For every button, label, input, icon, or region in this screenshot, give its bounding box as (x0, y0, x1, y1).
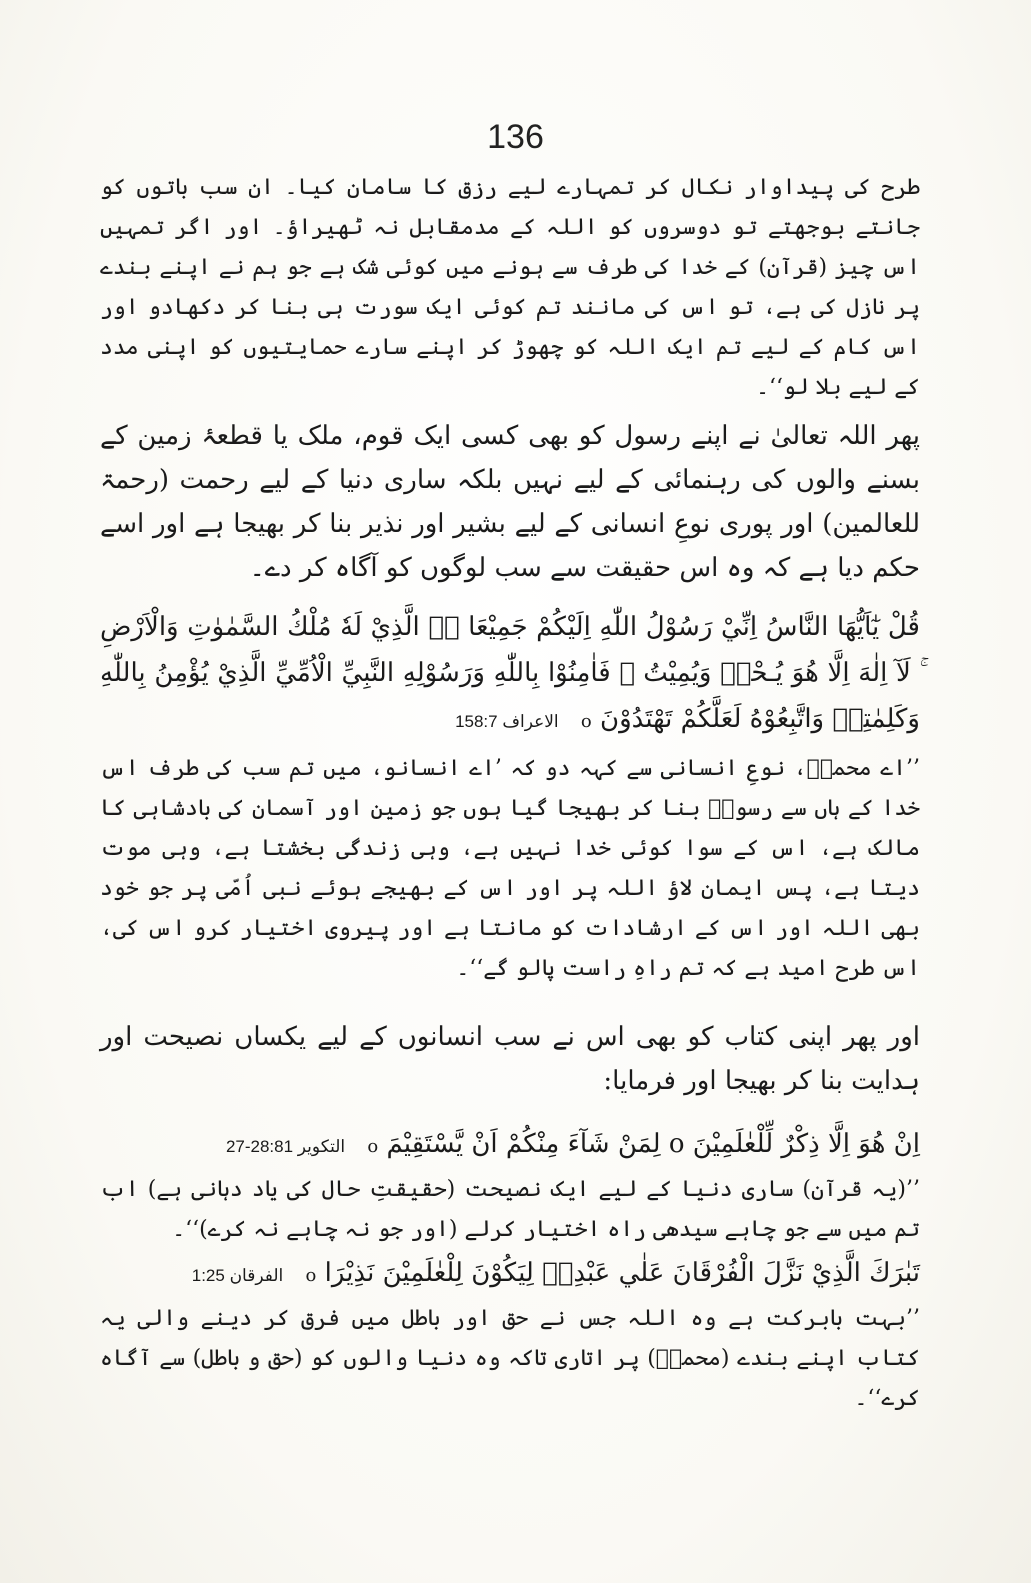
verse-number: 27-28:81 (225, 1137, 294, 1156)
verse-number: 1:25 (191, 1266, 225, 1285)
translation-al-furqan: ’’بہت بابرکت ہے وہ اللہ جس نے حق اور باطل میں فرق کر دینے والی یہ کتاب اپنے بندے (محمدؐ) پر اتاری تاکہ وہ دنیا والوں کو (حق و باطل) سے آگاہ کرے‘‘۔ (100, 1306, 920, 1411)
ayah-reference (192, 1253, 284, 1299)
ayah-text: تَبٰرَكَ الَّذِيْ نَزَّلَ الْفُرْقَانَ عَلٰي عَبْدِهٖ لِيَكُوْنَ لِلْعٰلَمِيْنَ نَذِيْرَا (324, 1258, 920, 1288)
ayah-end-mark: o (367, 1136, 379, 1157)
page-content (100, 168, 920, 1419)
ayah-reference (455, 699, 559, 745)
surah-name: التکویر (297, 1137, 346, 1156)
ayah-end-mark: o (580, 711, 592, 732)
translation-at-takwir: ’’(یہ قرآن) ساری دنیا کے لیے ایک نصیحت (حقیقتِ حال کی یاد دہانی ہے) اب تم میں سے جو چاہے سیدھی راہ اختیار کرلے (اور جو نہ چاہے نہ کرے)‘‘۔ (100, 1177, 920, 1242)
surah-name: الاعراف (502, 712, 559, 731)
paragraph-book-guidance: اور پھر اپنی کتاب کو بھی اس نے سب انسانوں کے لیے یکساں نصیحت اور ہدایت بنا کر بھیجا اور فرمایا: (100, 1022, 920, 1096)
ayah-text: قُلْ يٰٓاَيُّهَا النَّاسُ اِنِّيْ رَسُوْلُ اللّٰهِ اِلَيْكُمْ جَمِيْعَا ِۨ الَّذِيْ لَهٗ مُلْكُ السَّمٰوٰتِ وَالْاَرْضِ ۚ لَآ اِلٰهَ اِلَّا هُوَ يُـحْيٖ وَيُمِيْتُ ۠ فَاٰمِنُوْا بِاللّٰهِ وَرَسُوْلِهِ النَّبِيِّ الْاُمِّيِّ الَّذِيْ يُؤْمِنُ بِاللّٰهِ وَكَلِمٰتِهٖ وَاتَّبِعُوْهُ لَعَلَّكُمْ تَهْتَدُوْنَ (100, 612, 920, 734)
translation-al-araf: ’’اے محمدؐ، نوعِ انسانی سے کہہ دو کہ ’اے انسانو، میں تم سب کی طرف اس خدا کے ہاں سے رسولؐ بنا کر بھیجا گیا ہوں جو زمین اور آسمان کی بادشاہی کا مالک ہے، اس کے سوا کوئی خدا نہیں ہے، وہی زندگی بخشتا ہے، وہی موت دیتا ہے، پس ایمان لاؤ اللہ پر اور اس کے بھیجے ہوئے نبی اُمّی پر جو خود بھی اللہ اور اس کے ارشادات کو مانتا ہے اور پیروی اختیار کرو اس کی، اس طرح امید ہے کہ تم راہِ راست پالو گے‘‘۔ (100, 756, 921, 981)
ayah-al-furqan (100, 1250, 920, 1299)
ayah-end-mark: o (305, 1265, 317, 1286)
ayah-text: اِنْ هُوَ اِلَّا ذِكْرٌ لِّلْعٰلَمِيْنَ o لِمَنْ شَآءَ مِنْكُمْ اَنْ يَّسْتَقِيْمَ (386, 1129, 920, 1159)
page-number: 136 (487, 118, 544, 156)
ayah-at-takwir (100, 1121, 920, 1170)
ayah-al-araf (100, 604, 920, 745)
paragraph-universal-messenger: پھر اللہ تعالیٰ نے اپنے رسول کو بھی کسی ایک قوم، ملک یا قطعۂ زمین کے بسنے والوں کی رہنمائی کے لیے نہیں بلکہ ساری دنیا کے لیے رحمت (رحمۃ للعالمین) اور پوری نوعِ انسانی کے لیے بشیر اور نذیر بنا کر بھیجا ہے اور اسے حکم دیا ہے کہ وہ اس حقیقت سے سب لوگوں کو آگاہ کر دے۔ (100, 421, 920, 583)
ayah-reference (226, 1124, 345, 1170)
surah-name: الفرقان (229, 1266, 284, 1285)
verse-number: 158:7 (455, 712, 498, 731)
paragraph-quran-challenge: طرح کی پیداوار نکال کر تمہارے لیے رزق کا سامان کیا۔ ان سب باتوں کو جانتے بوجھتے تو دوسروں کو اللہ کے مدمقابل نہ ٹھیراؤ۔ اور اگر تمہیں اس چیز (قرآن) کے خدا کی طرف سے ہونے میں کوئی شک ہے جو ہم نے اپنے بندے پر نازل کی ہے، تو اس کی مانند تم کوئی ایک سورت ہی بنا کر دکھادو اور اس کام کے لیے تم ایک اللہ کو چھوڑ کر اپنے سارے حمایتیوں کو اپنی مدد کے لیے بلا لو‘‘۔ (100, 175, 920, 400)
